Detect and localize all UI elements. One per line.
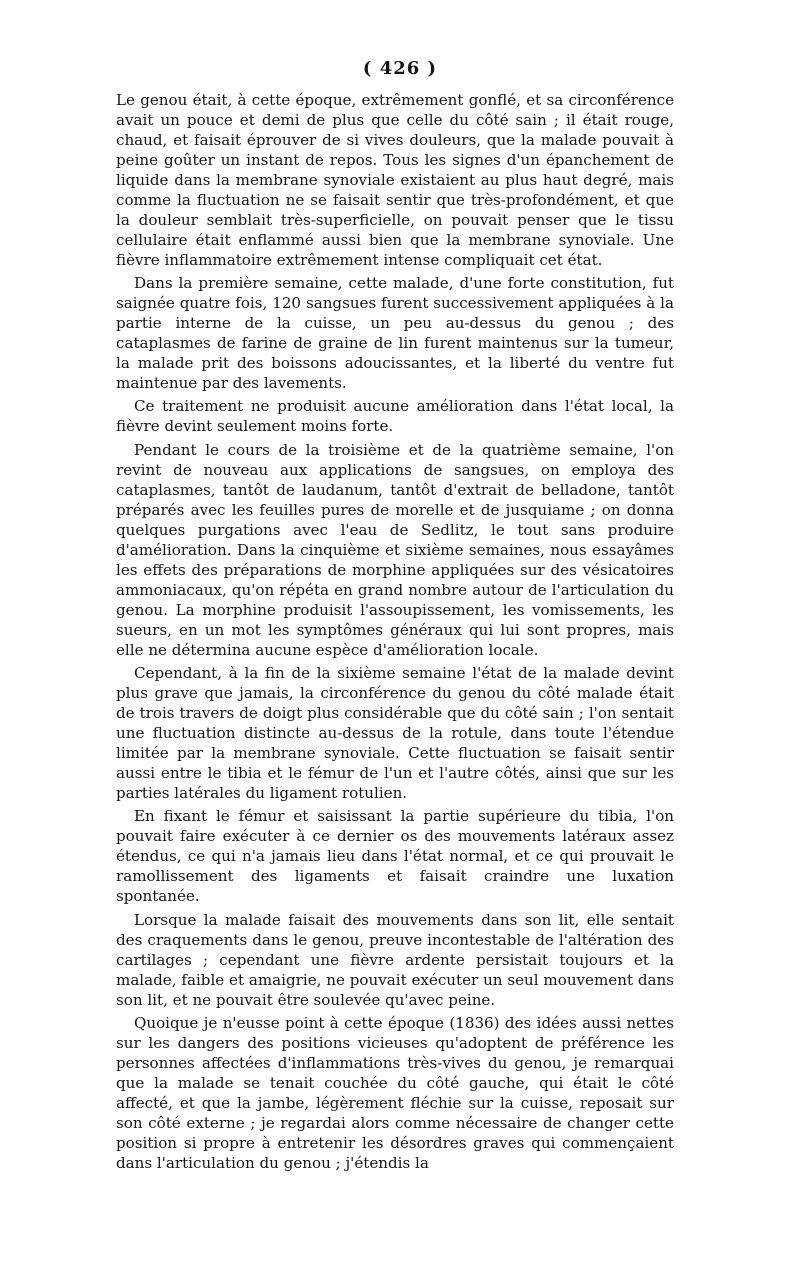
- paragraph-4: Pendant le cours de la troisième et de la quatrième semaine, l'on revint de nouveau aux applications de sangsues, on employa des cataplasmes, tantôt de laudanum, tantôt d'extrait de belladone, tantôt préparés avec les feuilles pures de morelle et de jusquiame ; on donna quelques purgations avec l'eau de Sedlitz, le tout sans produire d'amélioration. Dans la cinquième et sixième semaines, nous essayâmes les effets des préparations de morphine appliquées sur des vésicatoires ammoniacaux, qu'on répéta en grand nombre autour de l'articulation du genou. La morphine produisit l'assoupissement, les vomissements, les sueurs, en un mot les symptômes généraux qui lui sont propres, mais elle ne détermina aucune espèce d'amélioration locale.: [116, 440, 674, 659]
- paragraph-5: Cependant, à la fin de la sixième semaine l'état de la malade devint plus grave que jamais, la circonférence du genou du côté malade était de trois travers de doigt plus considérable que du côté sain ; l'on sentait une fluctuation distincte au-dessus de la rotule, dans toute l'étendue limitée par la membrane synoviale. Cette fluctuation se faisait sentir aussi entre le tibia et le fémur de l'un et l'autre côtés, ainsi que sur les parties latérales du ligament rotulien.: [116, 664, 674, 802]
- paragraph-3: Ce traitement ne produisit aucune amélioration dans l'état local, la fièvre devint seulement moins forte.: [116, 397, 674, 436]
- paragraph-2: Dans la première semaine, cette malade, d'une forte constitution, fut saignée quatre fois, 120 sangsues furent successivement appliquées à la partie interne de la cuisse, un peu au-dessus du genou ; des cataplasmes de farine de graine de lin furent maintenus sur la tumeur, la malade prit des boissons adoucissantes, et la liberté du ventre fut maintenue par des lavements.: [116, 274, 674, 392]
- body-text: [116, 91, 674, 1177]
- paragraph-6: En fixant le fémur et saisissant la partie supérieure du tibia, l'on pouvait faire exécuter à ce dernier os des mouvements latéraux assez étendus, ce qui n'a jamais lieu dans l'état normal, et ce qui prouvait le ramollissement des ligaments et faisait craindre une luxation spontanée.: [116, 807, 674, 906]
- paragraph-7: Lorsque la malade faisait des mouvements dans son lit, elle sentait des craquements dans le genou, preuve incontestable de l'altération des cartilages ; cependant une fièvre ardente persistait toujours et la malade, faible et amaigrie, ne pouvait exécuter un seul mouvement dans son lit, et ne pouvait être soulevée qu'avec peine.: [116, 910, 674, 1009]
- paragraph-1: Le genou était, à cette époque, extrêmement gonflé, et sa circonférence avait un pouce et demi de plus que celle du côté sain ; il était rouge, chaud, et faisait éprouver de si vives douleurs, que la malade pouvait à peine goûter un instant de repos. Tous les signes d'un épanchement de liquide dans la membrane synoviale existaient au plus haut degré, mais comme la fluctuation ne se faisait sentir que très-profondément, et que la douleur semblait très-superficielle, on pouvait penser que le tissu cellulaire était enflammé aussi bien que la membrane synoviale. Une fièvre inflammatoire extrêmement intense compliquait cet état.: [116, 91, 674, 269]
- paragraph-8: Quoique je n'eusse point à cette époque (1836) des idées aussi nettes sur les dangers des positions vicieuses qu'adoptent de préférence les personnes affectées d'inflammations très-vives du genou, je remarquai que la malade se tenait couchée du côté gauche, qui était le côté affecté, et que la jambe, légèrement fléchie sur la cuisse, reposait sur son côté externe ; je regardai alors comme nécessaire de changer cette position si propre à entretenir les désordres graves qui commençaient dans l'articulation du genou ; j'étendis la: [116, 1014, 674, 1172]
- page-number: ( 426 ): [362, 58, 438, 79]
